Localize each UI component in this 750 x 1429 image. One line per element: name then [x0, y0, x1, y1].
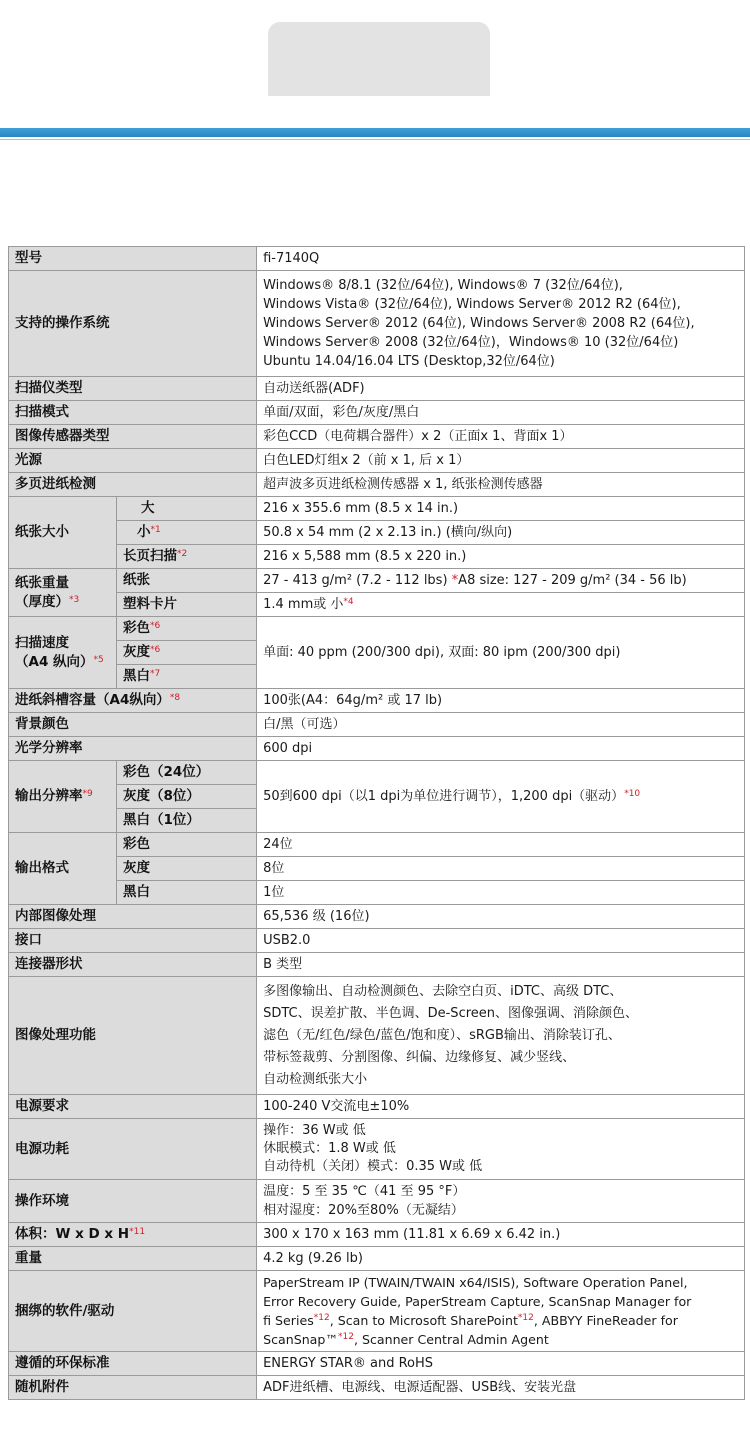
sub-label: 彩色（24位） [116, 761, 256, 785]
row-image-func [9, 977, 745, 1095]
footnote-mark: *12 [313, 1313, 330, 1323]
row-res-color [9, 761, 745, 785]
row-value: 多图像输出、自动检测颜色、去除空白页、iDTC、高级 DTC、 SDTC、误差扩散、半色调、De-Screen、图像强调、消除颜色、 滤色（无/红色/绿色/蓝色/饱和度）、sRGB输出、消除装订孔、 带标签裁剪、分割图像、纠偏、边缘修复、减少竖线、 自动检测纸张大小 [257, 977, 745, 1095]
sub-label: 灰度$^{*6}$ [116, 641, 256, 665]
row-value: 8位 [257, 857, 745, 881]
row-paper-weight-paper [9, 569, 745, 593]
row-value: 单面/双面，彩色/灰度/黑白 [257, 401, 745, 425]
row-value: 216 x 5,588 mm (8.5 x 220 in.) [257, 545, 745, 569]
sub-label: 黑白$^{*7}$ [116, 665, 256, 689]
row-interface [9, 929, 745, 953]
row-value: 50到600 dpi（以1 dpi为单位进行调节），1,200 dpi（驱动）$^{*10}$ [257, 761, 745, 833]
footnote-mark: *12 [338, 1332, 354, 1342]
row-value: 65,536 级 (16位) [257, 905, 745, 929]
row-value: fi-7140Q [257, 247, 745, 271]
row-eco [9, 1352, 745, 1376]
footnote-mark: *1 [150, 525, 161, 535]
row-label: 连接器形状 [9, 953, 257, 977]
row-scanner-type [9, 377, 745, 401]
row-os [9, 271, 745, 377]
row-value: 24位 [257, 833, 745, 857]
row-label: 图像传感器类型 [9, 425, 257, 449]
row-scan-mode [9, 401, 745, 425]
row-power-req [9, 1095, 745, 1119]
row-label: 背景颜色 [9, 713, 257, 737]
sub-label: 纸张 [116, 569, 256, 593]
row-value: 27 - 413 g/m² (7.2 - 112 lbs) *A8 size: 127 - 209 g/m² (34 - 56 lb) [257, 569, 745, 593]
row-speed-color [9, 617, 745, 641]
row-light [9, 449, 745, 473]
sub-label: 灰度 [116, 857, 256, 881]
footnote-mark: *3 [69, 594, 80, 605]
sub-label: 大 [116, 497, 256, 521]
row-optical-res [9, 737, 745, 761]
row-dimensions [9, 1223, 745, 1247]
row-value: ADF进纸槽、电源线、电源适配器、USB线、安装光盘 [257, 1376, 745, 1400]
row-label: 型号 [9, 247, 257, 271]
footnote-mark: *6 [149, 621, 161, 631]
top-tab [268, 22, 490, 96]
row-label: 纸张重量 （厚度）$^{*3}$ [9, 569, 117, 617]
row-label: 光学分辨率 [9, 737, 257, 761]
row-label: 扫描仪类型 [9, 377, 257, 401]
row-connector [9, 953, 745, 977]
row-value: 300 x 170 x 163 mm (11.81 x 6.69 x 6.42 in.) [257, 1223, 745, 1247]
blue-divider [0, 128, 750, 137]
row-value: 白色LED灯组x 2（前 x 1, 后 x 1） [257, 449, 745, 473]
row-label: 体积：W x D x $H^{*11}$ [9, 1223, 257, 1247]
footnote-mark: *5 [93, 654, 104, 665]
row-value: 100-240 V交流电±10% [257, 1095, 745, 1119]
footnote-mark: *11 [129, 1227, 146, 1237]
footnote-mark: *6 [149, 645, 161, 655]
row-format-color [9, 833, 745, 857]
row-value: 1.4 mm或 小$^{*4}$ [257, 593, 745, 617]
row-label: 捆绑的软件/驱动 [9, 1271, 257, 1352]
row-label: 光源 [9, 449, 257, 473]
footnote-mark: *12 [517, 1313, 534, 1323]
sub-label: 黑白 [116, 881, 256, 905]
row-format-bw [9, 881, 745, 905]
footnote-mark: *9 [82, 789, 93, 799]
row-label: 扫描速度 （A4 纵向）$^{*5}$ [9, 617, 117, 689]
row-label: 内部图像处理 [9, 905, 257, 929]
row-label: 进纸斜槽容量（A4纵向）$^{*8}$ [9, 689, 257, 713]
row-value: Windows® 8/8.1 (32位/64位), Windows® 7 (32位/64位), Windows Vista® (32位/64位), Windows Server® 2012 R2 (64位), Windows Server® 2012 (64位), Windows Server® 2008 R2 (64位), Windows Server® 2008 (32位/64位)，Windows® 10 (32位/64位) Ubuntu 14.04/16.04 LTS (Desktop,32位/64位) [257, 271, 745, 377]
row-label: 纸张大小 [9, 497, 117, 569]
footnote-mark: *4 [343, 597, 354, 607]
row-chute [9, 689, 745, 713]
row-value: 温度：5 至 35 ℃（41 至 95 °F） 相对湿度：20%至80%（无凝结） [257, 1180, 745, 1223]
footnote-mark: *2 [176, 549, 188, 559]
row-multifeed [9, 473, 745, 497]
row-label: 重量 [9, 1247, 257, 1271]
row-value: 单面: 40 ppm (200/300 dpi), 双面: 80 ipm (200/300 dpi) [257, 617, 745, 689]
sub-label: 灰度（8位） [116, 785, 256, 809]
row-value: 100张(A4：64g/m² 或 17 lb) [257, 689, 745, 713]
sub-label: 彩色$^{*6}$ [116, 617, 256, 641]
row-internal [9, 905, 745, 929]
sub-label: 黑白（1位） [116, 809, 256, 833]
row-power-use [9, 1119, 745, 1180]
row-value: USB2.0 [257, 929, 745, 953]
row-value: 彩色CCD（电荷耦合器件）x 2（正面x 1、背面x 1） [257, 425, 745, 449]
sub-label: 彩色 [116, 833, 256, 857]
row-value: 白/黑（可选） [257, 713, 745, 737]
row-label: 支持的操作系统 [9, 271, 257, 377]
row-sensor [9, 425, 745, 449]
sub-label: 小$^{*1}$ [116, 521, 256, 545]
row-paper-size-large [9, 497, 745, 521]
row-label: 扫描模式 [9, 401, 257, 425]
row-paper-size-small [9, 521, 745, 545]
row-value: 1位 [257, 881, 745, 905]
row-accessories [9, 1376, 745, 1400]
row-software [9, 1271, 745, 1352]
row-paper-size-long [9, 545, 745, 569]
row-paper-weight-card [9, 593, 745, 617]
row-format-gray [9, 857, 745, 881]
footnote-mark: *10 [624, 789, 641, 799]
row-environment [9, 1180, 745, 1223]
row-label: 输出分辨率$^{*9}$ [9, 761, 117, 833]
row-label: 输出格式 [9, 833, 117, 905]
sub-label: 塑料卡片 [116, 593, 256, 617]
row-weight [9, 1247, 745, 1271]
row-value: ENERGY STAR® and RoHS [257, 1352, 745, 1376]
row-background [9, 713, 745, 737]
row-value: 50.8 x 54 mm (2 x 2.13 in.) (横向/纵向) [257, 521, 745, 545]
row-label: 电源要求 [9, 1095, 257, 1119]
row-label: 电源功耗 [9, 1119, 257, 1180]
row-value: 自动送纸器(ADF) [257, 377, 745, 401]
row-value: 216 x 355.6 mm (8.5 x 14 in.) [257, 497, 745, 521]
row-label: 遵循的环保标准 [9, 1352, 257, 1376]
row-value: 4.2 kg (9.26 lb) [257, 1247, 745, 1271]
row-value: 操作：36 W或 低 休眠模式：1.8 W或 低 自动待机（关闭）模式：0.35 W或 低 [257, 1119, 745, 1180]
row-label: 随机附件 [9, 1376, 257, 1400]
row-value: B 类型 [257, 953, 745, 977]
row-model [9, 247, 745, 271]
row-value: PaperStream IP (TWAIN/TWAIN x64/ISIS), Software Operation Panel, Error Recovery Guide, PaperStream Capture, ScanSnap Manager for fi Series$^{*12}$, Scan to Microsoft SharePoint$^{*12}$, ABBYY FineReader for ScanSnap™$^{*12}$, Scanner Central Admin Agent [257, 1271, 745, 1352]
row-label: 接口 [9, 929, 257, 953]
row-label: 操作环境 [9, 1180, 257, 1223]
spec-table [8, 246, 745, 1400]
row-label: 多页进纸检测 [9, 473, 257, 497]
footnote-mark: *8 [169, 693, 181, 703]
sub-label: 长页扫描$^{*2}$ [116, 545, 256, 569]
row-label: 图像处理功能 [9, 977, 257, 1095]
row-value: 超声波多页进纸检测传感器 x 1, 纸张检测传感器 [257, 473, 745, 497]
row-value: 600 dpi [257, 737, 745, 761]
footnote-mark: *7 [149, 669, 161, 679]
